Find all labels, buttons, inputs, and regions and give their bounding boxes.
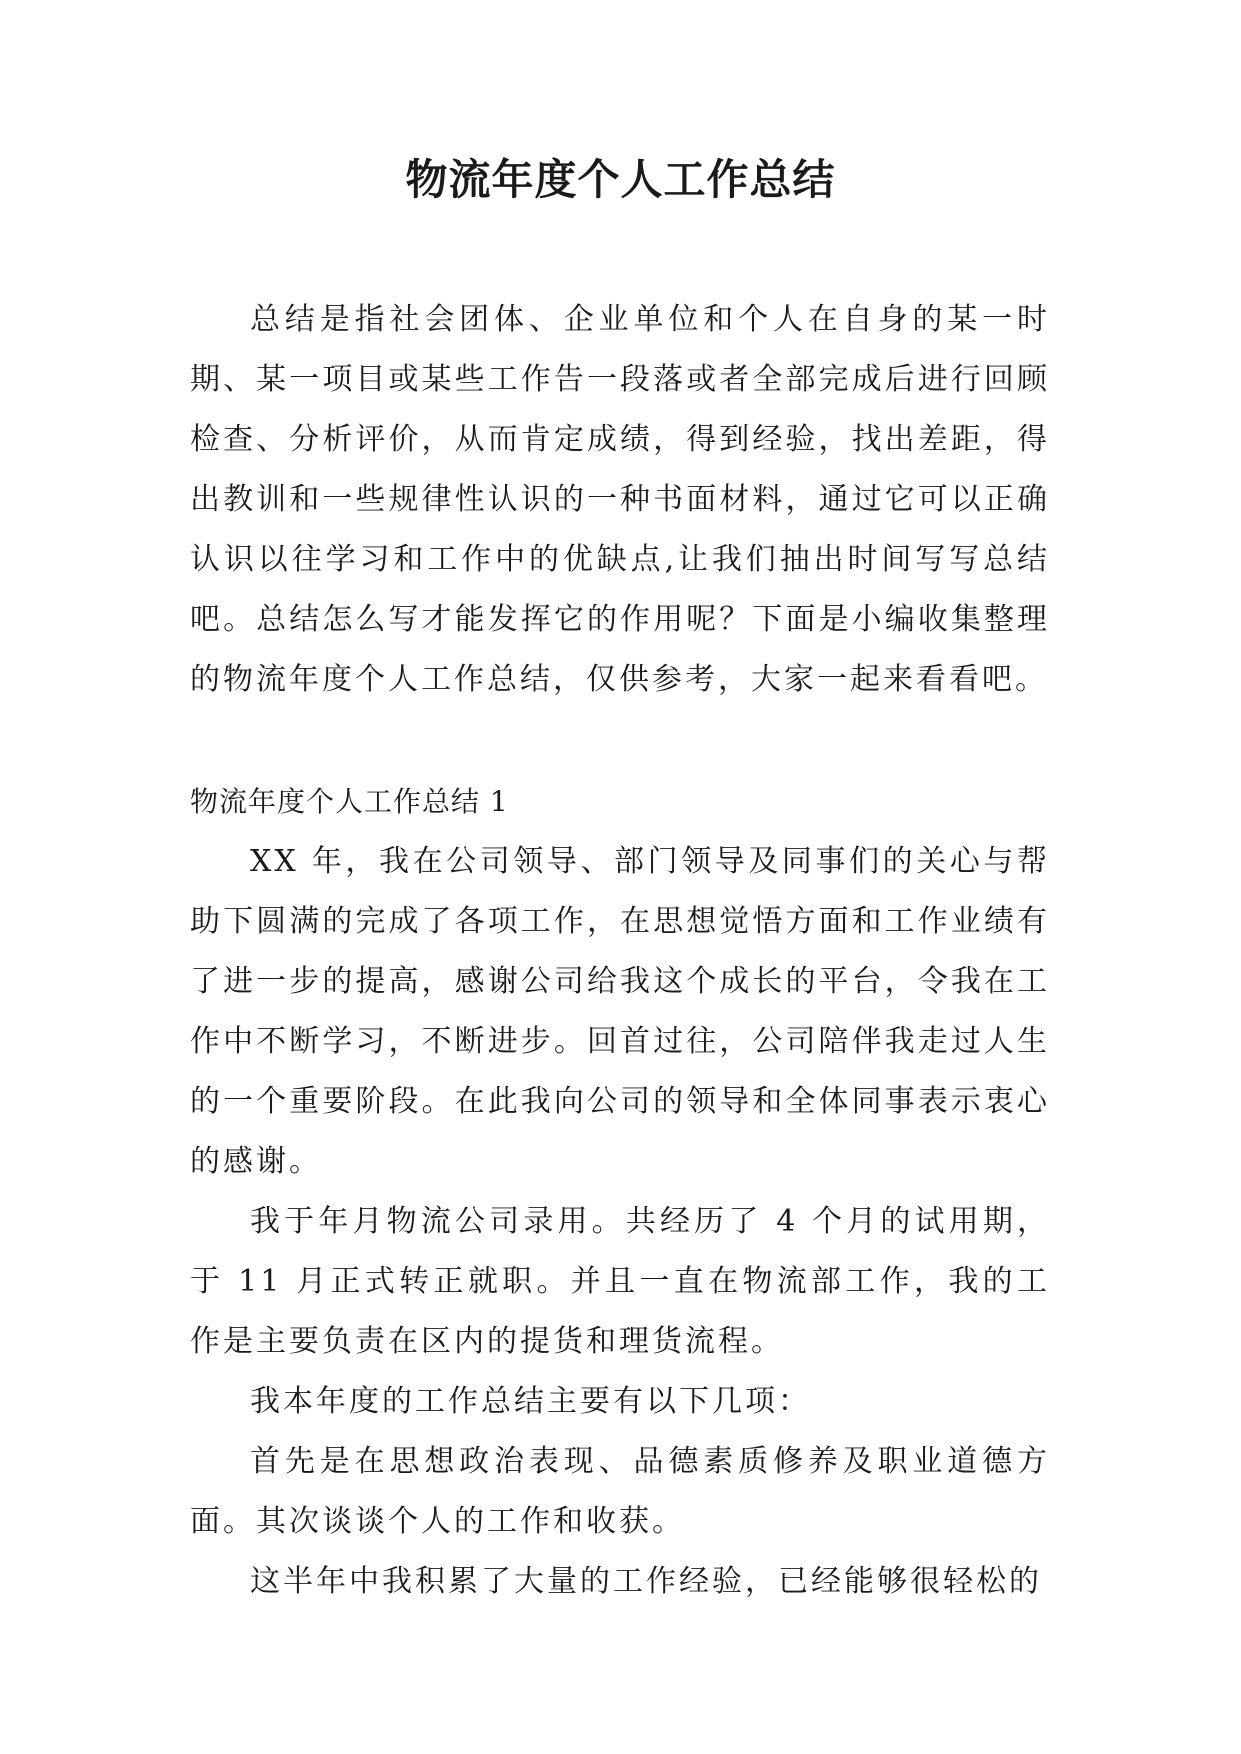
body-paragraph-2: 我于年月物流公司录用。共经历了 4 个月的试用期，于 11 月正式转正就职。并且一直在物流部工作，我的工作是主要负责在区内的提货和理货流程。: [190, 1204, 1050, 1359]
body-paragraph-4: 首先是在思想政治表现、品德素质修养及职业道德方面。其次谈谈个人的工作和收获。: [190, 1444, 1050, 1539]
document-body: [190, 290, 1050, 1612]
document-title: 物流年度个人工作总结: [405, 155, 836, 204]
intro-paragraph: 总结是指社会团体、企业单位和个人在自身的某一时期、某一项目或某些工作告一段落或者全部完成后进行回顾检查、分析评价，从而肯定成绩，得到经验，找出差距，得出教训和一些规律性认识的一种书面材料，通过它可以正确认识以往学习和工作中的优缺点,让我们抽出时间写写总结吧。总结怎么写才能发挥它的作用呢？下面是小编收集整理的物流年度个人工作总结，仅供参考，大家一起来看看吧。: [190, 302, 1050, 697]
body-paragraph-3: 我本年度的工作总结主要有以下几项：: [250, 1384, 811, 1419]
body-paragraph-1: XX 年，我在公司领导、部门领导及同事们的关心与帮助下圆满的完成了各项工作，在思想觉悟方面和工作业绩有了进一步的提高，感谢公司给我这个成长的平台，令我在工作中不断学习，不断进步。回首过往，公司陪伴我走过人生的一个重要阶段。在此我向公司的领导和全体同事表示衷心的感谢。: [190, 844, 1050, 1179]
section-heading: 物流年度个人工作总结 1: [190, 785, 509, 818]
body-paragraph-5: 这半年中我积累了大量的工作经验，已经能够很轻松的: [250, 1564, 1042, 1599]
